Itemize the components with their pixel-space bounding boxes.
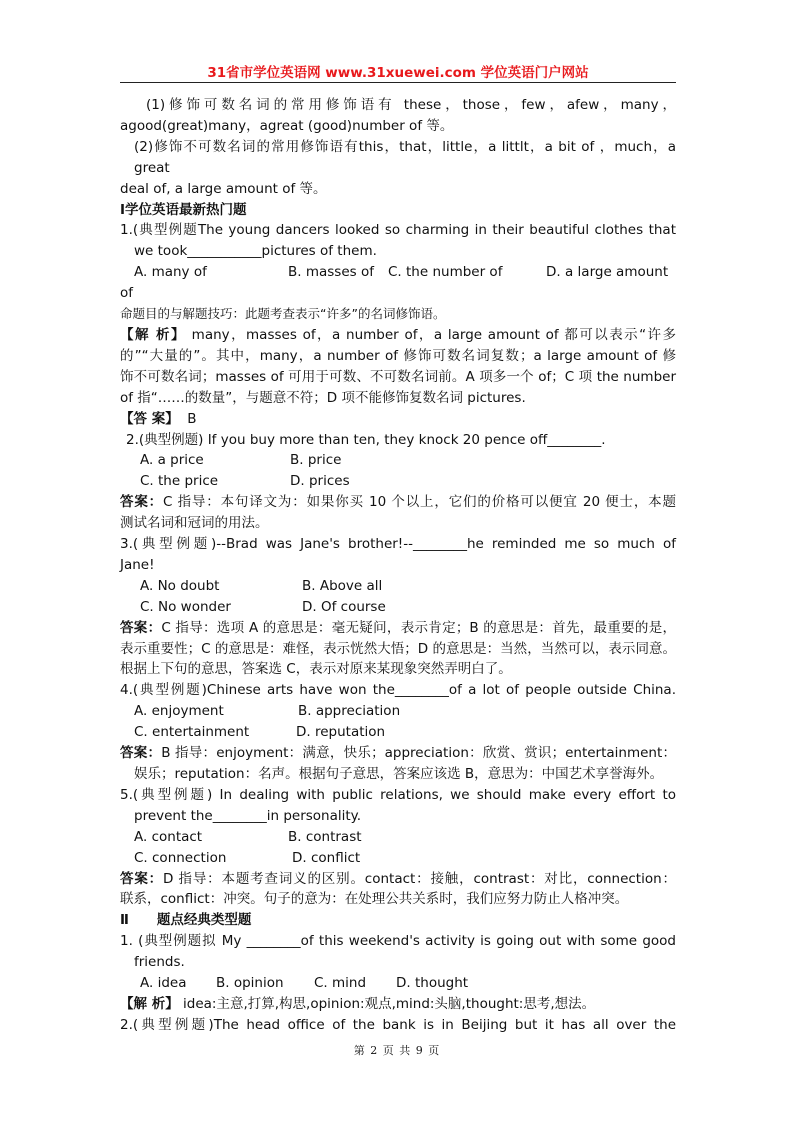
q3-stem-line2: Jane! [120, 556, 155, 573]
q2-option-d: D. prices [290, 473, 350, 490]
q4-option-a: A. enjoyment [134, 703, 224, 720]
q3-answer-line1 [120, 618, 676, 639]
q3-options-row1 [120, 576, 676, 597]
q5-options-row2 [120, 848, 676, 869]
q1-option-d-continued: of [120, 285, 134, 302]
q5-option-b: B. contrast [288, 828, 362, 845]
q4-option-d: D. reputation [296, 724, 386, 741]
q3-stem-line1: 3.(典型例题)--Brad was Jane's brother!--________he reminded me so much of [120, 536, 676, 553]
q4-answer-line2: 娱乐；reputation：名声。根据句子意思，答案应该选 B，意思为：中国艺术享誉海外。 [134, 766, 664, 782]
q2-answer-label: 答案： [120, 494, 164, 511]
q5-options-row1 [120, 827, 676, 848]
intro-p2-line1: (2)修饰不可数名词的常用修饰语有this，that，little，a littlt，a bit of ，much，a great [134, 138, 676, 176]
q5-stem-line1: 5.(典型例题) In dealing with public relations, we should make every effort to [120, 786, 676, 803]
page-footer-number: 第 2 页 共 9 页 [353, 1044, 441, 1057]
q1-option-b: B. masses of [288, 264, 374, 281]
q1-stem-line2: we took___________pictures of them. [134, 243, 377, 260]
q5-option-c: C. connection [134, 849, 227, 866]
q5-answer-label: 答案： [120, 870, 163, 887]
q4-stem: 4.(典型例题)Chinese arts have won the________of a lot of people outside China. [120, 682, 676, 699]
section1-heading: Ⅰ学位英语最新热门题 [120, 201, 247, 218]
q2-answer-text: C 指导：本句译文为：如果你买 10 个以上，它们的价格可以便宜 20 便士，本题 [163, 494, 676, 511]
q3-option-b: B. Above all [302, 577, 383, 594]
s2-q1-stem-line2: friends. [134, 954, 185, 971]
q3-option-d: D. Of course [302, 598, 386, 615]
header-divider [120, 82, 676, 83]
s2-q1-stem-line1: 1. (典型例题拟 My ________of this weekend's activity is going out with some good [120, 933, 676, 950]
q4-option-b: B. appreciation [298, 703, 401, 720]
q2-option-c: C. the price [140, 473, 219, 490]
q4-options-row1 [120, 701, 676, 722]
q1-analysis-line4: of 指“……的数量”，与题意不符；D 项不能修饰复数名词 pictures. [120, 389, 526, 406]
s2-q1-option-d: D. thought [396, 975, 469, 992]
document-body [120, 95, 676, 1036]
q1-answer-label: 【答 案】 [120, 410, 179, 427]
q3-answer-line2: 表示重要性；C 的意思是：难怪，表示恍然大悟；D 的意思是：当然，当然可以，表示同意。 [120, 640, 676, 657]
s2-q2-stem-line1: 2.(典型例题)The head office of the bank is in Beijing but it has all over the [120, 1016, 676, 1033]
section2-heading [120, 910, 676, 931]
q4-option-c: C. entertainment [134, 724, 250, 741]
q4-answer-label: 答案： [120, 745, 162, 762]
q5-answer-text: D 指导：本题考查词义的区别。contact：接触，contrast：对比，connection： [163, 870, 676, 887]
q1-option-a: A. many of [134, 264, 207, 281]
q5-stem-line2: prevent the________in personality. [134, 807, 362, 824]
section2-heading-num: Ⅱ [120, 912, 129, 929]
q5-answer-line2: 联系，conflict：冲突。句子的意为：在处理公共关系时，我们应努力防止人格冲突。 [120, 891, 629, 908]
s2-q1-analysis [120, 994, 676, 1015]
q5-option-d: D. conflict [292, 849, 361, 866]
q4-answer-text: B 指导：enjoyment：满意，快乐；appreciation：欣赏、赏识；entertainment： [161, 745, 677, 762]
q4-options-row2 [120, 722, 676, 743]
q2-answer-line1 [120, 492, 676, 513]
q1-analysis-line2: 的”“大量的”。其中，many，a number of 修饰可数名词复数；a large amount of 修 [120, 347, 676, 364]
s2-q1-option-c: C. mind [314, 975, 367, 992]
q1-options [120, 262, 676, 283]
q1-answer [120, 409, 676, 430]
intro-p2-line2: deal of, a large amount of 等。 [120, 180, 327, 197]
section2-heading-text: 题点经典类型题 [156, 912, 252, 929]
q3-answer-label: 答案： [120, 619, 162, 636]
q5-answer-line1 [120, 869, 676, 890]
q1-answer-value: B [187, 410, 197, 427]
q1-option-c: C. the number of [388, 264, 503, 281]
s2-q1-analysis-label: 【解 析】 [120, 995, 179, 1012]
s2-q1-analysis-text: idea:主意,打算,构思,opinion:观点,mind:头脑,thought:思考,想法。 [178, 995, 596, 1012]
q3-option-a: A. No doubt [140, 577, 220, 594]
s2-q1-options [120, 973, 676, 994]
q1-analysis-line1 [120, 325, 676, 346]
q2-option-b: B. price [290, 452, 342, 469]
q5-option-a: A. contact [134, 828, 203, 845]
q2-options-row1 [120, 450, 676, 471]
q3-option-c: C. No wonder [140, 598, 231, 615]
q1-option-d: D. a large amount [546, 264, 669, 281]
q4-answer-line1 [120, 743, 676, 764]
s2-q1-option-a: A. idea [140, 975, 187, 992]
q1-stem-line1: 1.(典型例题The young dancers looked so charming in their beautiful clothes that [120, 222, 676, 239]
q1-analysis-label: 【解 析】 [120, 326, 186, 343]
q3-options-row2 [120, 597, 676, 618]
page-header-title: 31省市学位英语网 www.31xuewei.com 学位英语门户网站 [207, 65, 589, 81]
q2-option-a: A. a price [140, 452, 204, 469]
q2-stem: 2.(典型例题) If you buy more than ten, they knock 20 pence off________. [126, 431, 606, 448]
q2-answer-line2: 测试名词和冠词的用法。 [120, 515, 269, 532]
s2-q1-option-b: B. opinion [216, 975, 284, 992]
q1-tip: 命题目的与解题技巧：此题考查表示“许多”的名词修饰语。 [120, 306, 446, 322]
q1-analysis-text: many，masses of，a number of，a large amount of 都可以表示“许多 [185, 326, 676, 343]
q1-analysis-line3: 饰不可数名词；masses of 可用于可数、不可数名词前。A 项多一个 of；C 项 the number [120, 368, 676, 385]
q3-answer-line3: 根据上下句的意思，答案选 C，表示对原来某现象突然弄明白了。 [120, 661, 512, 678]
q3-answer-text: C 指导：选项 A 的意思是：毫无疑问，表示肯定；B 的意思是：首先，最重要的是， [161, 619, 677, 636]
q2-options-row2 [120, 471, 676, 492]
intro-p1-line2: agood(great)many，agreat (good)number of 等。 [120, 117, 454, 134]
intro-p1-line1: (1)修饰可数名词的常用修饰语有 these，those，few，afew，many， [146, 97, 676, 113]
